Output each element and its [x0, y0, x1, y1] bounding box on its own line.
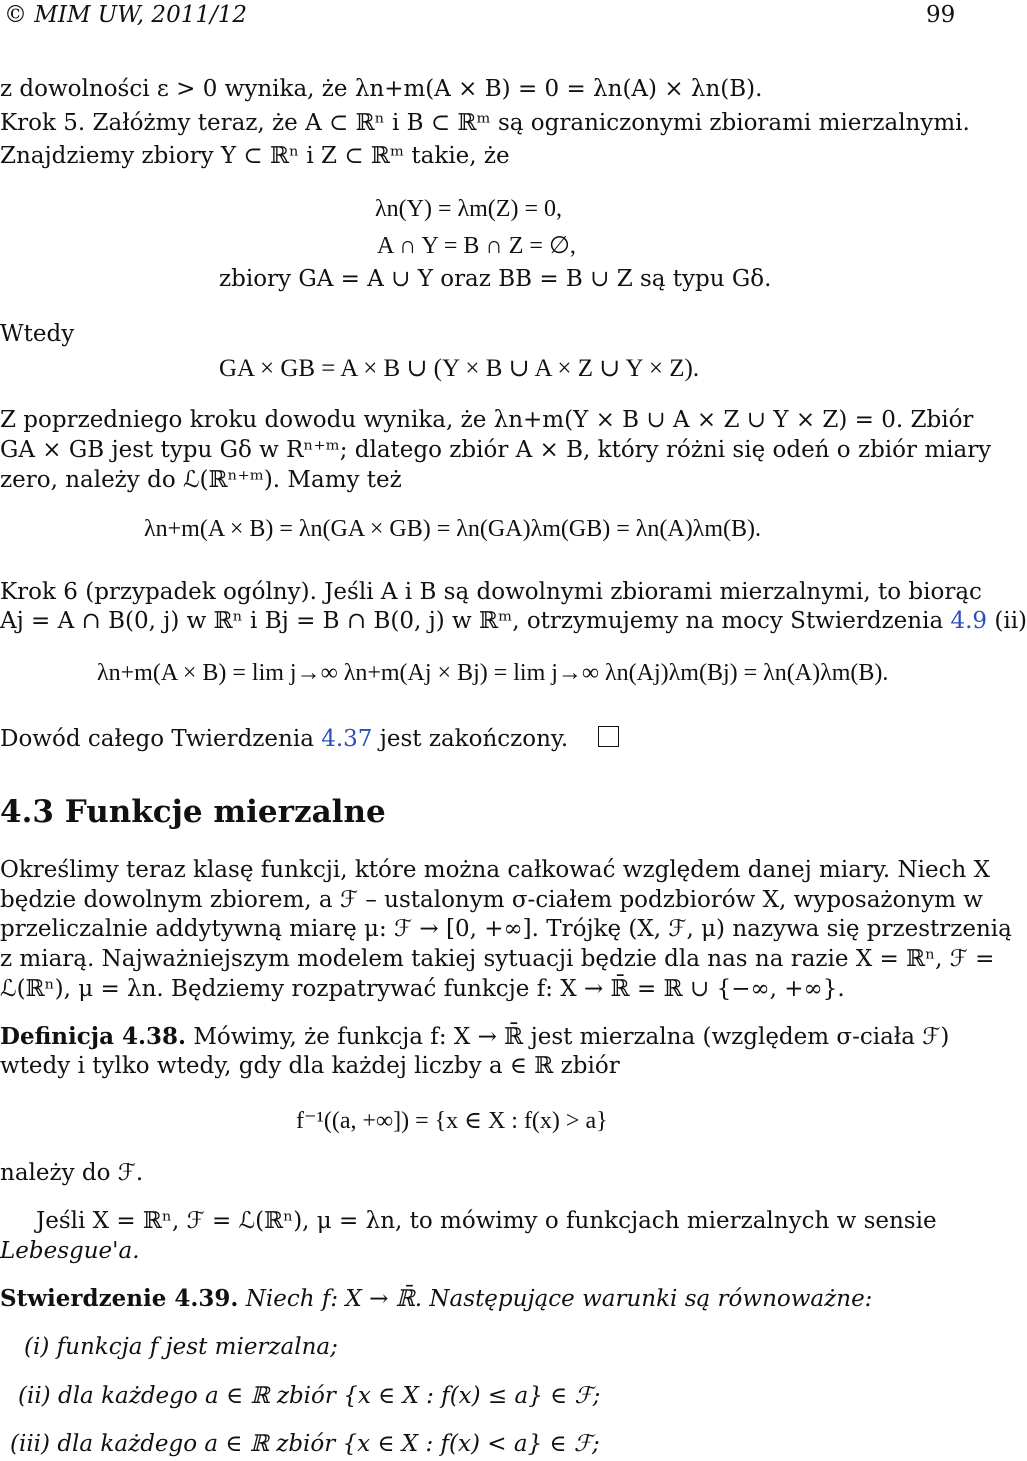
text-line: Aj = A ∩ B(0, j) w ℝⁿ i Bj = B ∩ B(0, j) w ℝᵐ, otrzymujemy na mocy Stwierdzenia 4.9 (ii) — [0, 608, 1027, 634]
definition-label: Definicja 4.38. — [0, 1023, 187, 1050]
display-equation: λn+m(A × B) = λn(GA × GB) = λn(GA)λm(GB) = λn(A)λm(B). — [144, 516, 761, 542]
list-item: (i) funkcja f jest mierzalna; — [24, 1334, 338, 1360]
text-line: Jeśli X = ℝⁿ, ℱ = ℒ(ℝⁿ), μ = λn, to mówimy o funkcjach mierzalnych w sensie — [36, 1208, 937, 1234]
text-line: GA × GB jest typu Gδ w Rⁿ⁺ᵐ; dlatego zbiór A × B, który różni się odeń o zbiór miary — [0, 437, 992, 463]
text-line: Lebesgue'a. — [0, 1238, 140, 1264]
proposition-label: Stwierdzenie 4.39. — [0, 1285, 239, 1312]
page-number: 99 — [926, 2, 956, 28]
display-equation: GA × GB = A × B ∪ (Y × B ∪ A × Z ∪ Y × Z). — [219, 355, 700, 382]
header-left: © MIM UW, 2011/12 — [4, 2, 247, 28]
text-line: należy do ℱ. — [0, 1160, 144, 1186]
text-line: z miarą. Najważniejszym modelem takiej sytuacji będzie dla nas na razie X = ℝⁿ, ℱ = — [0, 946, 995, 972]
display-equation: λn(Y) = λm(Z) = 0, — [375, 196, 562, 222]
text-line: Wtedy — [0, 321, 75, 347]
text-line: wtedy i tylko wtedy, gdy dla każdej liczby a ∈ ℝ zbiór — [0, 1053, 620, 1079]
text-line: Z poprzedniego kroku dowodu wynika, że λn+m(Y × B ∪ A × Z ∪ Y × Z) = 0. Zbiór — [0, 407, 974, 433]
text-line: Określimy teraz klasę funkcji, które można całkować względem danej miary. Niech X — [0, 857, 990, 883]
display-equation: A ∩ Y = B ∩ Z = ∅, — [377, 233, 576, 259]
section-heading: 4.3 Funkcje mierzalne — [0, 794, 386, 830]
text-line: Znajdziemy zbiory Y ⊂ ℝⁿ i Z ⊂ ℝᵐ takie, że — [0, 143, 510, 169]
text-line: ℒ(ℝⁿ), μ = λn. Będziemy rozpatrywać funkcje f: X → ℝ̄ = ℝ ∪ {−∞, +∞}. — [0, 976, 845, 1002]
list-item: (ii) dla każdego a ∈ ℝ zbiór {x ∈ X : f(x) ≤ a} ∈ ℱ; — [18, 1383, 601, 1409]
definition: Definicja 4.38. Mówimy, że funkcja f: X → ℝ̄ jest mierzalna (względem σ-ciała ℱ) — [0, 1023, 950, 1050]
display-equation: f⁻¹((a, +∞]) = {x ∈ X : f(x) > a} — [296, 1108, 608, 1134]
proposition: Stwierdzenie 4.39. Niech f: X → ℝ̄. Następujące warunki są równoważne: — [0, 1285, 873, 1312]
text-line: przeliczalnie addytywną miarę μ: ℱ → [0, +∞]. Trójkę (X, ℱ, μ) nazywa się przestrzenią — [0, 916, 1012, 942]
text-line: będzie dowolnym zbiorem, a ℱ – ustalonym σ-ciałem podzbiorów X, wyposażonym w — [0, 887, 983, 913]
qed-square-icon — [598, 726, 619, 747]
reference-link[interactable]: 4.9 — [950, 608, 988, 634]
text-line: Dowód całego Twierdzenia 4.37 jest zakończony. — [0, 725, 619, 753]
reference-link[interactable]: 4.37 — [321, 726, 373, 752]
display-equation: λn+m(A × B) = lim j→∞ λn+m(Aj × Bj) = lim j→∞ λn(Aj)λm(Bj) = λn(A)λm(B). — [97, 660, 889, 686]
text-line: Krok 5. Załóżmy teraz, że A ⊂ ℝⁿ i B ⊂ ℝᵐ są ograniczonymi zbiorami mierzalnymi. — [0, 110, 970, 136]
text-line: zero, należy do ℒ(ℝⁿ⁺ᵐ). Mamy też — [0, 467, 402, 493]
text-line: z dowolności ε > 0 wynika, że λn+m(A × B) = 0 = λn(A) × λn(B). — [0, 76, 763, 102]
list-item: (iii) dla każdego a ∈ ℝ zbiór {x ∈ X : f(x) < a} ∈ ℱ; — [10, 1431, 600, 1457]
text-line: Krok 6 (przypadek ogólny). Jeśli A i B są dowolnymi zbiorami mierzalnymi, to biorąc — [0, 579, 982, 605]
display-equation: zbiory GA = A ∪ Y oraz BB = B ∪ Z są typu Gδ. — [219, 266, 772, 292]
